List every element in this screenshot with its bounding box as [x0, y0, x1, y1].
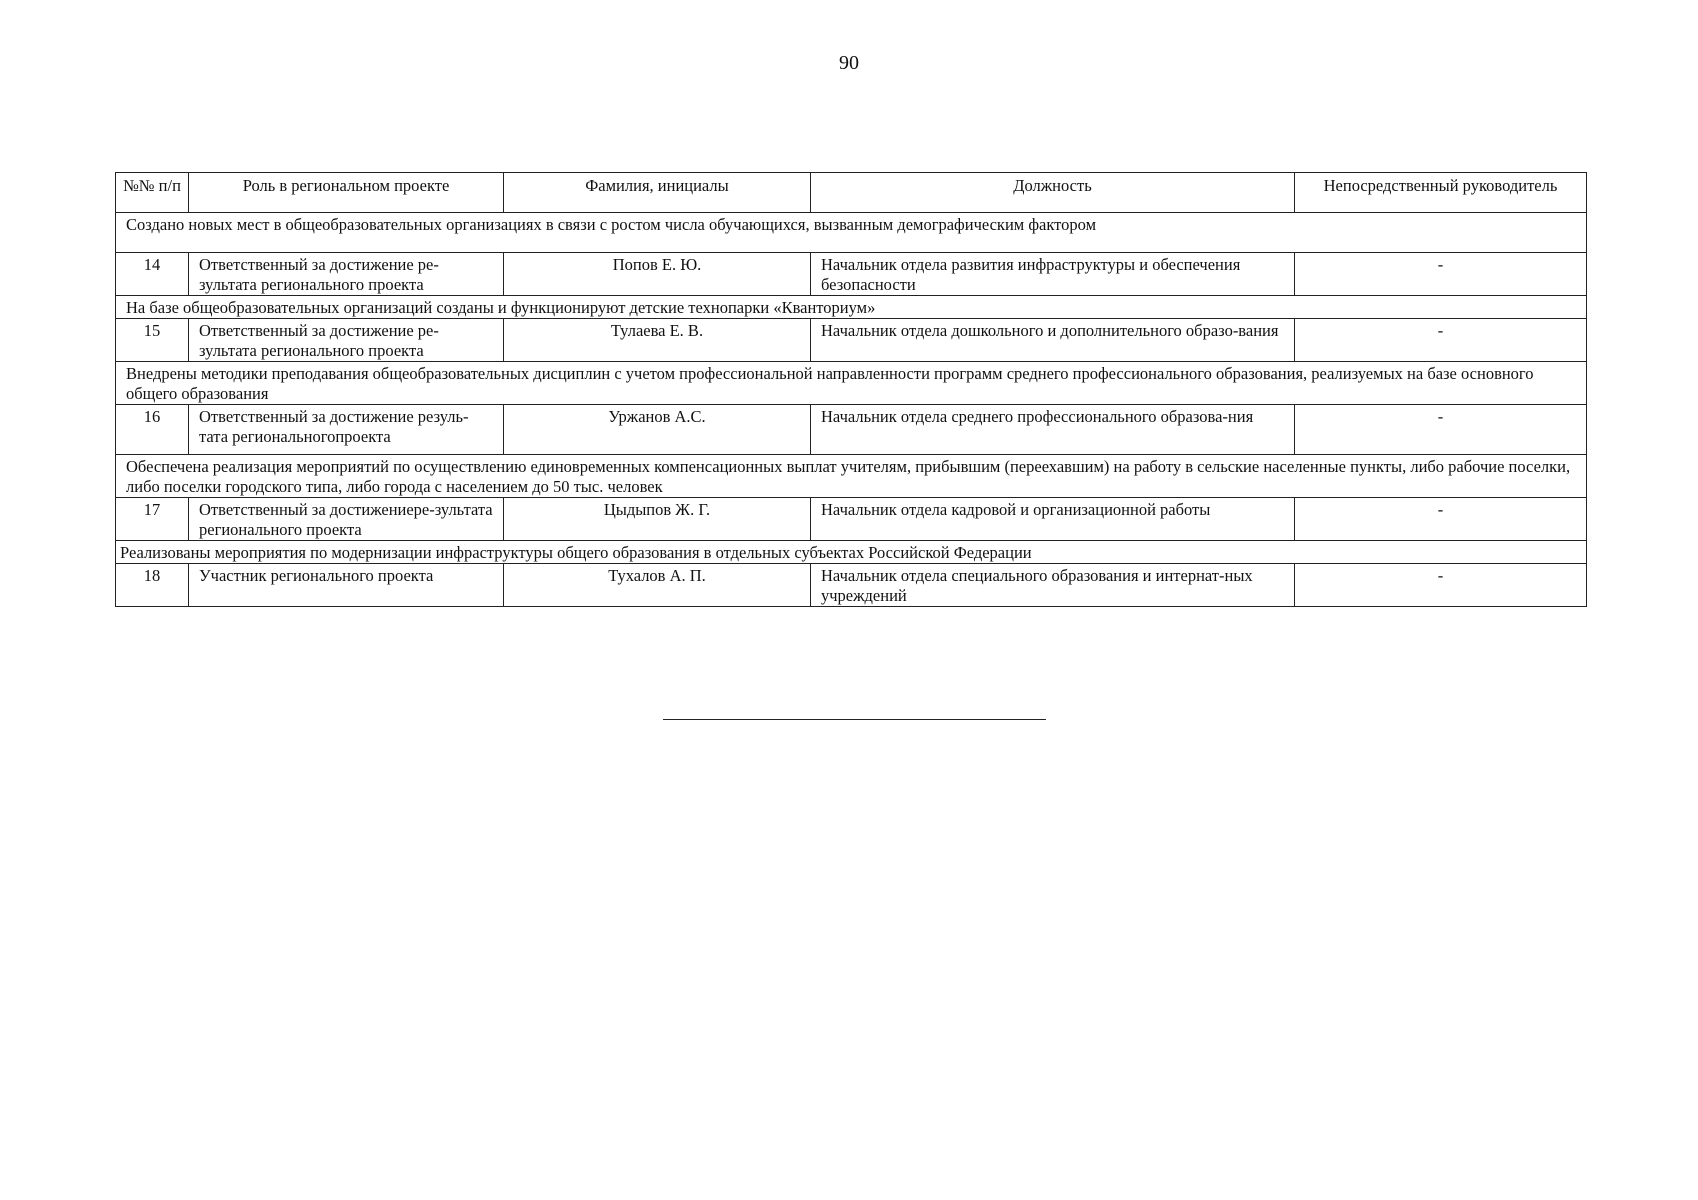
row-num: 16 [116, 405, 189, 455]
row-position: Начальник отдела специального образования и интернат-ных учреждений [811, 564, 1295, 607]
header-name: Фамилия, инициалы [504, 173, 811, 213]
table-row [116, 319, 1587, 362]
page-number: 90 [839, 52, 859, 74]
row-num: 15 [116, 319, 189, 362]
row-supervisor: - [1295, 319, 1587, 362]
row-position: Начальник отдела развития инфраструктуры и обеспечения безопасности [811, 253, 1295, 296]
header-position: Должность [811, 173, 1295, 213]
row-name: Тулаева Е. В. [504, 319, 811, 362]
section-title: Создано новых мест в общеобразовательных организациях в связи с ростом числа обучающихся, вызванным демографическим фактором [116, 213, 1587, 253]
row-supervisor: - [1295, 405, 1587, 455]
section-title: Реализованы мероприятия по модернизации инфраструктуры общего образования в отдельных субъектах Российской Федерации [116, 541, 1587, 564]
section-row [116, 213, 1587, 253]
row-supervisor: - [1295, 498, 1587, 541]
row-name: Уржанов А.С. [504, 405, 811, 455]
header-num: №№ п/п [116, 173, 189, 213]
row-supervisor: - [1295, 564, 1587, 607]
row-position: Начальник отдела кадровой и организационной работы [811, 498, 1295, 541]
row-position: Начальник отдела дошкольного и дополнительного образо-вания [811, 319, 1295, 362]
row-name: Цыдыпов Ж. Г. [504, 498, 811, 541]
row-num: 14 [116, 253, 189, 296]
row-role: Ответственный за достижениере-зультата регионального проекта [189, 498, 504, 541]
row-name: Тухалов А. П. [504, 564, 811, 607]
section-title: Внедрены методики преподавания общеобразовательных дисциплин с учетом профессиональной направленности программ среднего профессионального образования, реализуемых на базе основного общего образования [116, 362, 1587, 405]
table-header-row [116, 173, 1587, 213]
footer-divider [663, 719, 1046, 720]
table-row [116, 564, 1587, 607]
row-role: Ответственный за достижение ре-зультата регионального проекта [189, 253, 504, 296]
section-title: На базе общеобразовательных организаций созданы и функционируют детские технопарки «Кванториум» [116, 296, 1587, 319]
section-row [116, 296, 1587, 319]
row-name: Попов Е. Ю. [504, 253, 811, 296]
header-role: Роль в региональном проекте [189, 173, 504, 213]
table-row [116, 405, 1587, 455]
section-row [116, 455, 1587, 498]
section-title: Обеспечена реализация мероприятий по осуществлению единовременных компенсационных выплат учителям, прибывшим (переехавшим) на работу в сельские населенные пункты, либо рабочие поселки, либо поселки городского типа, либо города с населением до 50 тыс. человек [116, 455, 1587, 498]
row-role: Ответственный за достижение ре-зультата регионального проекта [189, 319, 504, 362]
row-num: 17 [116, 498, 189, 541]
row-supervisor: - [1295, 253, 1587, 296]
row-role: Ответственный за достижение резуль-тата региональногопроекта [189, 405, 504, 455]
row-role: Участник регионального проекта [189, 564, 504, 607]
table-row [116, 253, 1587, 296]
section-row [116, 362, 1587, 405]
section-row [116, 541, 1587, 564]
table-row [116, 498, 1587, 541]
header-supervisor: Непосредственный руководитель [1295, 173, 1587, 213]
responsibles-table [115, 172, 1587, 607]
row-position: Начальник отдела среднего профессионального образова-ния [811, 405, 1295, 455]
row-num: 18 [116, 564, 189, 607]
